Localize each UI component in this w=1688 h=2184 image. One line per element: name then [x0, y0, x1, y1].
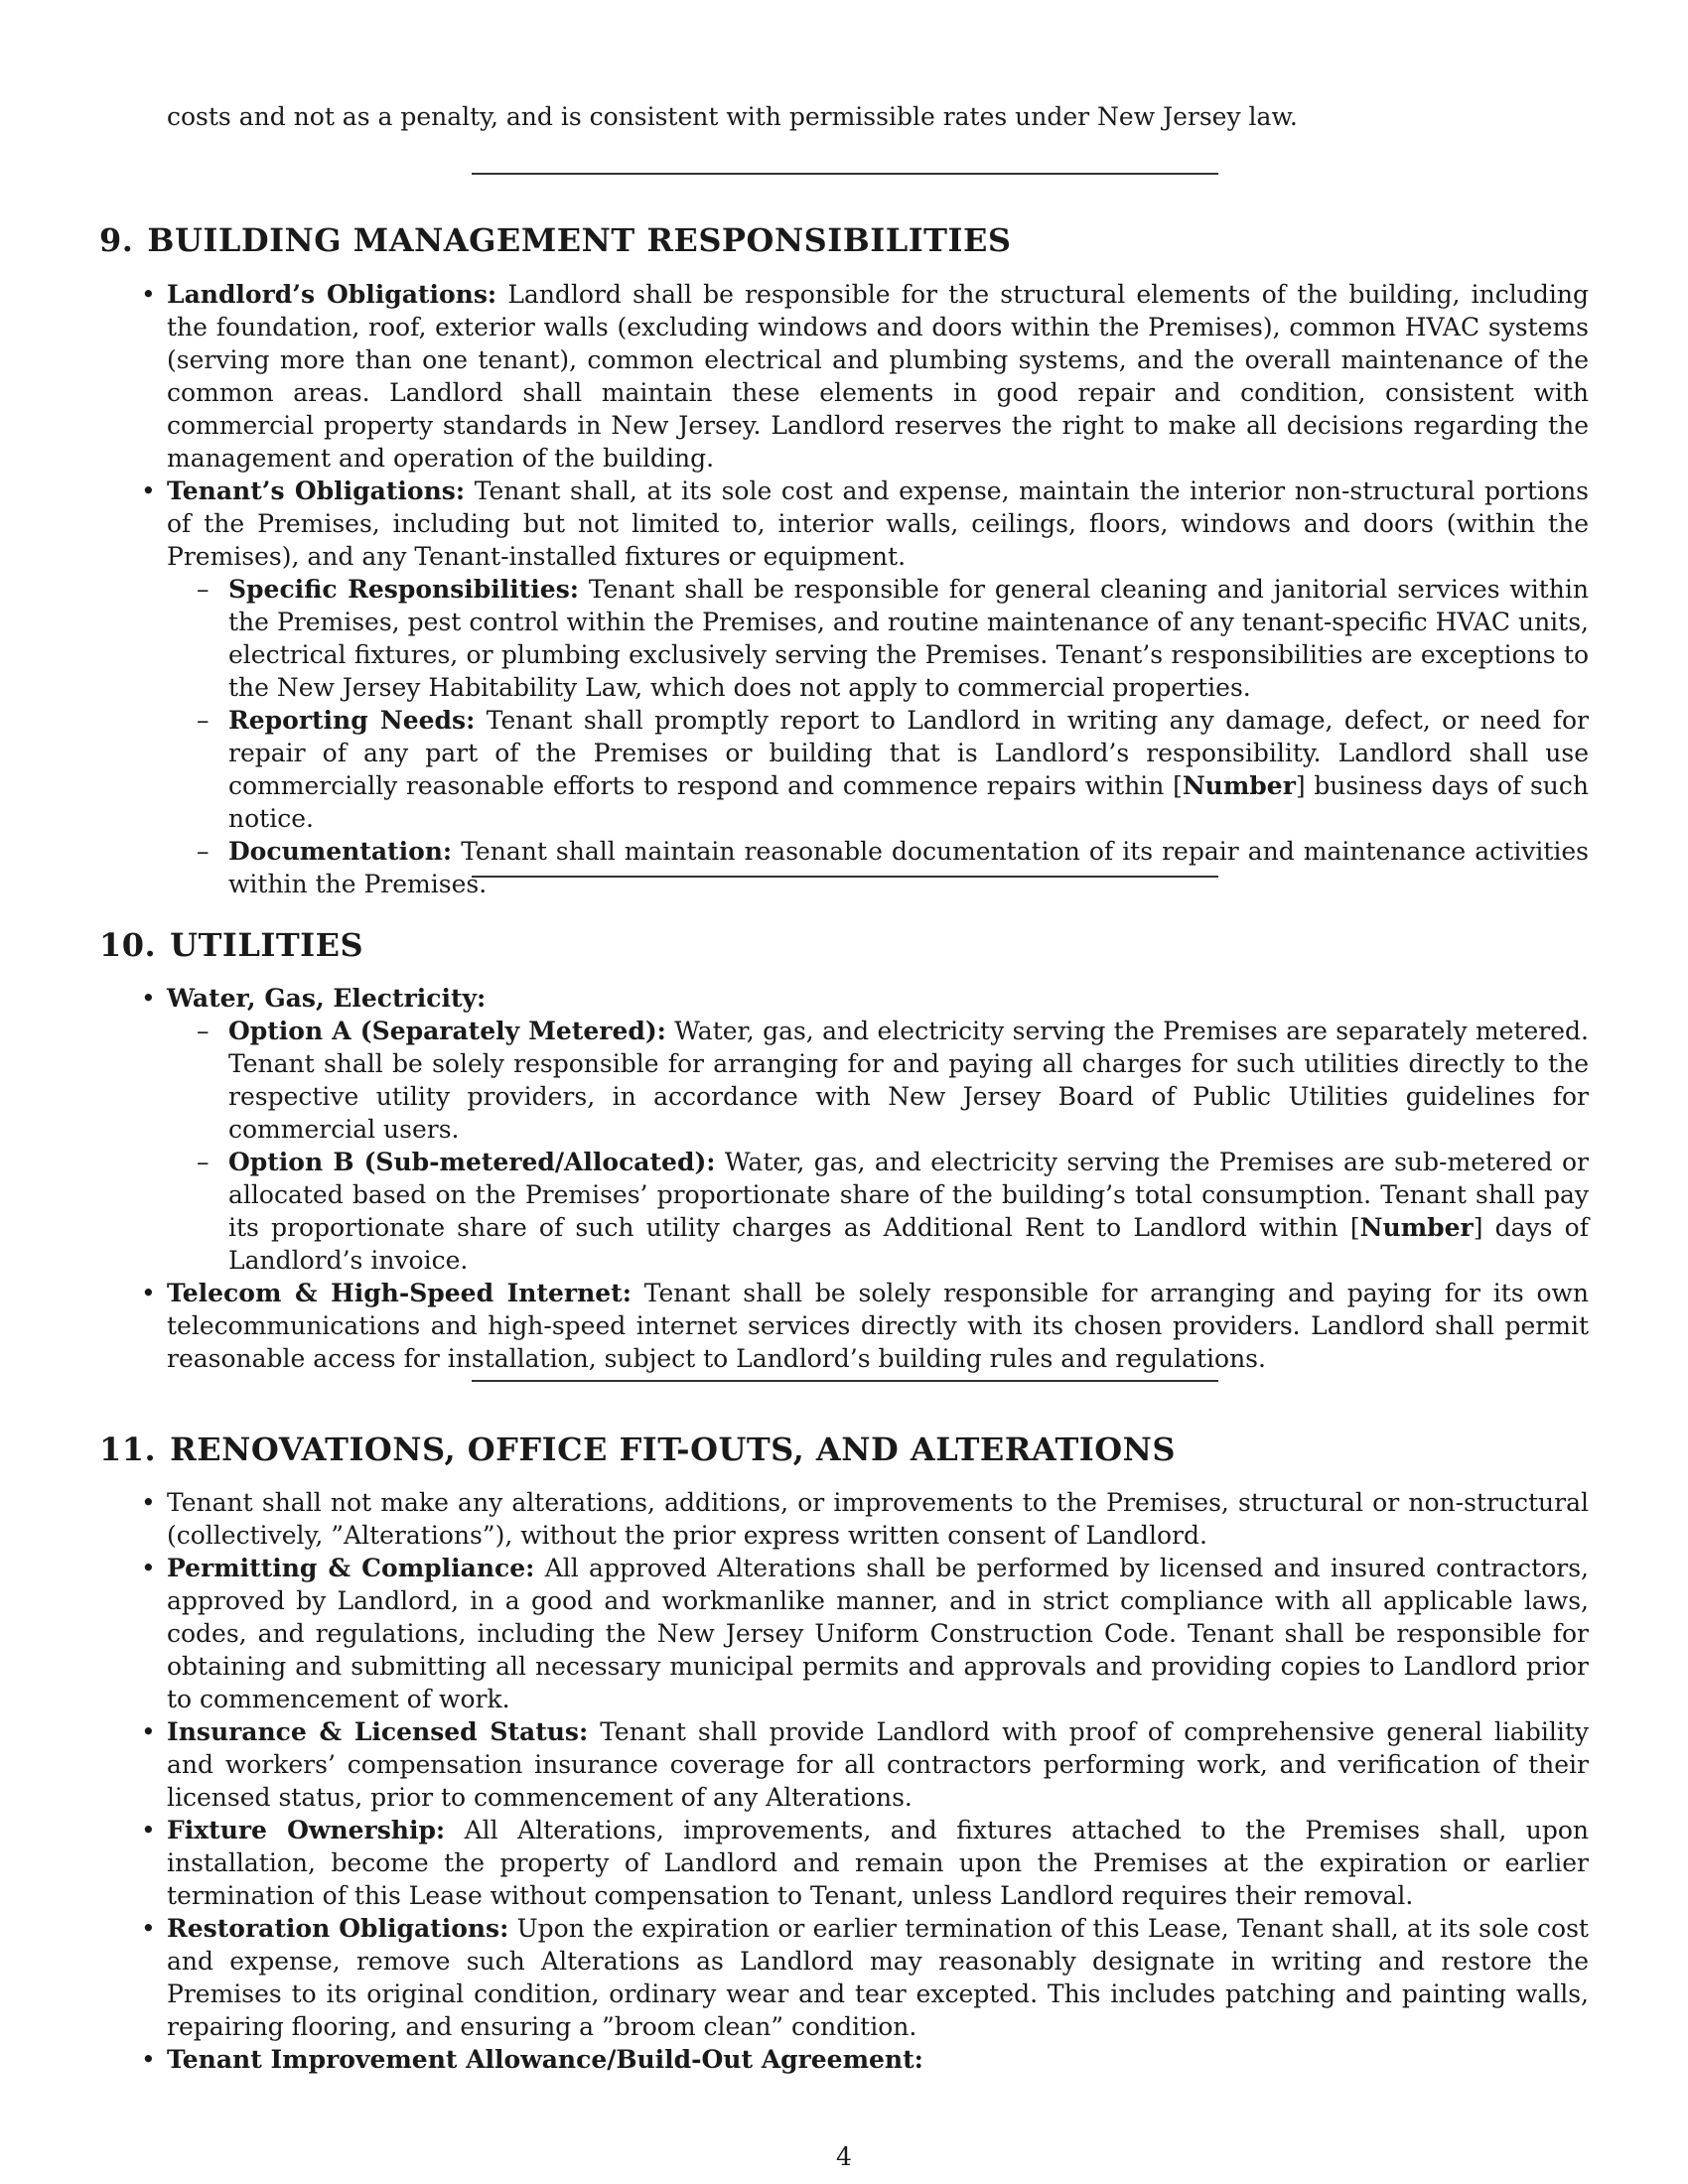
item-text: Water, gas, and electricity serving the Premises are sub-metered or allocated based on the Premises’ proportionate share of the building’s total consumption. Tenant shall pay its proportionate share of such utility charges as Additional Rent to Landlord within [ [228, 1148, 1589, 1242]
list-item [141, 475, 1589, 900]
section-divider [472, 1380, 1218, 1382]
dash-icon: – [197, 1148, 210, 1176]
sub-list-item [197, 1015, 1589, 1146]
item-label: Permitting & Compliance: [167, 1554, 535, 1582]
section-title: UTILITIES [170, 926, 364, 964]
item-text: Upon the expiration or earlier termination of this Lease, Tenant shall, at its sole cost and expense, remove such Alterations as Landlord may reasonably designate in writing and restore the Premises to its original condition, ordinary wear and tear excepted. This includes patching and painting walls, repairing flooring, and ensuring a ”broom clean” condition. [167, 1914, 1589, 2041]
item-text: ] business days of such notice. [228, 771, 1589, 833]
item-text: All approved Alterations shall be performed by licensed and insured contractors, approved by Landlord, in a good and workmanlike manner, and in strict compliance with all applicable laws, codes, and regulations, including the New Jersey Uniform Construction Code. Tenant shall be responsible for obtaining and submitting all necessary municipal permits and approvals and providing copies to Landlord prior to commencement of work. [167, 1554, 1589, 1713]
placeholder-number: Number [1182, 771, 1296, 800]
list-item [141, 1486, 1589, 1552]
item-label: Tenant’s Obligations: [167, 477, 466, 505]
section-11-heading [99, 1430, 1176, 1469]
list-item [141, 1277, 1590, 1375]
section-number: 9. [99, 221, 134, 259]
section-number: 11. [99, 1431, 157, 1468]
section-10-list [141, 982, 1590, 1375]
list-item [141, 1552, 1589, 1715]
item-text: Tenant shall, at its sole cost and expense, maintain the interior non-structural portions of the Premises, including but not limited to, interior walls, ceilings, floors, windows and doors (within the Premises), and any Tenant-installed fixtures or equipment. [167, 477, 1589, 571]
section-9-list [141, 278, 1589, 900]
list-item [141, 278, 1589, 475]
section-10-heading [99, 925, 363, 965]
sub-list [167, 573, 1589, 900]
item-label: Telecom & High-Speed Internet: [167, 1279, 632, 1307]
list-item [141, 1814, 1589, 1912]
intro-paragraph: costs and not as a penalty, and is consistent with permissible rates under New Jersey law. [167, 102, 1298, 131]
sub-list-item [197, 1146, 1589, 1277]
sub-list-item [197, 573, 1589, 704]
item-label: Option B (Sub-metered/Allocated): [228, 1148, 716, 1176]
bullet-icon: • [141, 1488, 156, 1517]
page-number: 4 [836, 2142, 852, 2171]
item-text: Tenant shall be responsible for general cleaning and janitorial services within the Premises, pest control within the Premises, and routine maintenance of any tenant-specific HVAC units, electrical fixtures, or plumbing exclusively serving the Premises. Tenant’s responsibilities are exceptions to the New Jersey Habitability Law, which does not apply to commercial properties. [228, 575, 1589, 702]
item-text: Tenant shall maintain reasonable documentation of its repair and maintenance activities within the Premises. [228, 837, 1589, 898]
section-title: BUILDING MANAGEMENT RESPONSIBILITIES [147, 221, 1012, 259]
item-text: Tenant shall provide Landlord with proof of comprehensive general liability and workers’ compensation insurance coverage for all contractors performing work, and verification of their licensed status, prior to commencement of any Alterations. [167, 1717, 1589, 1812]
section-11-list [141, 1486, 1589, 2076]
section-9-heading [99, 220, 1011, 260]
bullet-icon: • [141, 2045, 156, 2074]
dash-icon: – [197, 837, 210, 866]
item-text: Water, gas, and electricity serving the Premises are separately metered. Tenant shall be solely responsible for arranging for and paying all charges for such utilities directly to the respective utility providers, in accordance with New Jersey Board of Public Utilities guidelines for commercial users. [228, 1017, 1589, 1144]
item-label: Option A (Separately Metered): [228, 1017, 666, 1045]
item-label: Restoration Obligations: [167, 1914, 509, 1943]
item-label: Tenant Improvement Allowance/Build-Out Agreement: [167, 2045, 923, 2074]
list-item [141, 982, 1589, 1277]
dash-icon: – [197, 1017, 210, 1045]
dash-icon: – [197, 706, 210, 735]
item-text: All Alterations, improvements, and fixtures attached to the Premises shall, upon installation, become the property of Landlord and remain upon the Premises at the expiration or earlier termination of this Lease without compensation to Tenant, unless Landlord requires their removal. [167, 1816, 1589, 1910]
bullet-icon: • [141, 280, 156, 309]
dash-icon: – [197, 575, 210, 604]
section-divider [472, 173, 1218, 175]
item-text: Tenant shall not make any alterations, additions, or improvements to the Premises, structural or non-structural (collectively, ”Alterations”), without the prior express written consent of Landlord. [167, 1488, 1589, 1550]
placeholder-number: Number [1359, 1213, 1474, 1242]
bullet-icon: • [141, 1914, 156, 1943]
sub-list-item [197, 835, 1589, 900]
item-label: Specific Responsibilities: [228, 575, 580, 604]
sub-list-item [197, 704, 1589, 835]
bullet-icon: • [141, 477, 156, 505]
item-text: ] days of Landlord’s invoice. [228, 1213, 1589, 1275]
item-text: Landlord shall be responsible for the structural elements of the building, including the foundation, roof, exterior walls (excluding windows and doors within the Premises), common HVAC systems (serving more than one tenant), common electrical and plumbing systems, and the overall maintenance of the common areas. Landlord shall maintain these elements in good repair and condition, consistent with commercial property standards in New Jersey. Landlord reserves the right to make all decisions regarding the management and operation of the building. [167, 280, 1589, 473]
bullet-icon: • [141, 984, 156, 1013]
section-title: RENOVATIONS, OFFICE FIT-OUTS, AND ALTERATIONS [170, 1431, 1176, 1468]
item-label: Water, Gas, Electricity: [167, 984, 487, 1013]
bullet-icon: • [141, 1717, 156, 1746]
item-text: Tenant shall promptly report to Landlord in writing any damage, defect, or need for repair of any part of the Premises or building that is Landlord’s responsibility. Landlord shall use commercially reasonable efforts to respond and commence repairs within [ [228, 706, 1589, 800]
sub-list [167, 1015, 1589, 1277]
item-label: Insurance & Licensed Status: [167, 1717, 589, 1746]
item-label: Landlord’s Obligations: [167, 280, 497, 309]
bullet-icon: • [141, 1816, 156, 1844]
list-item [141, 2043, 1589, 2076]
item-text: Tenant shall be solely responsible for arranging and paying for its own telecommunications and high-speed internet services directly with its chosen providers. Landlord shall permit reasonable access for installation, subject to Landlord’s building rules and regulations. [167, 1279, 1590, 1373]
item-label: Fixture Ownership: [167, 1816, 446, 1844]
bullet-icon: • [141, 1279, 156, 1307]
list-item [141, 1912, 1589, 2043]
item-label: Reporting Needs: [228, 706, 476, 735]
bullet-icon: • [141, 1554, 156, 1582]
list-item [141, 1715, 1589, 1814]
section-number: 10. [99, 926, 157, 964]
section-divider [472, 876, 1218, 878]
item-label: Documentation: [228, 837, 453, 866]
